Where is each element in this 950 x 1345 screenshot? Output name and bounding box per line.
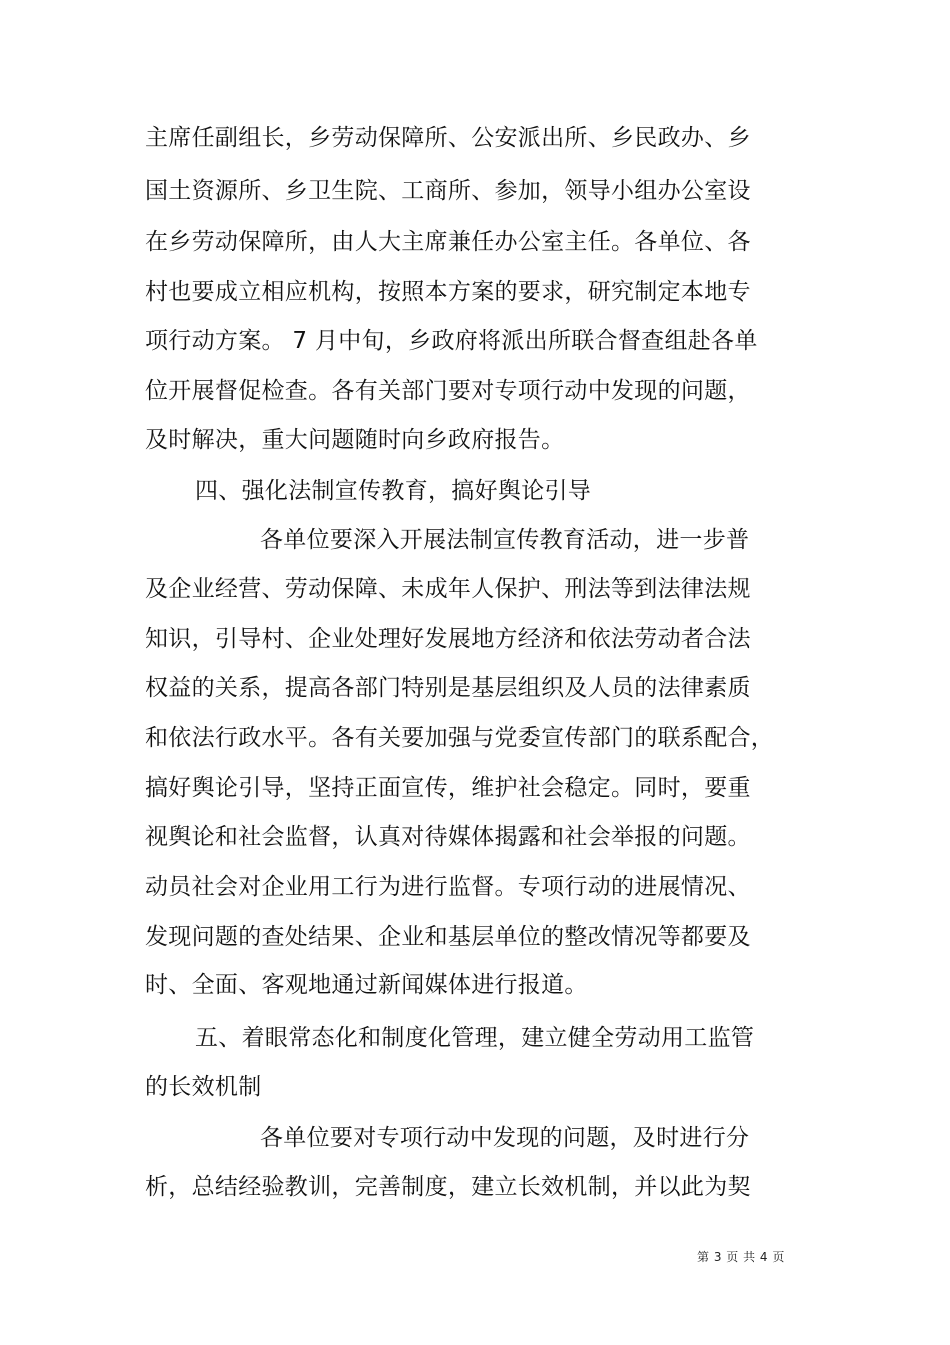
section-heading-continuation: 的长效机制 — [145, 1074, 262, 1100]
body-line: 在乡劳动保障所，由人大主席兼任办公室主任。各单位、各 — [145, 229, 751, 255]
body-line: 国土资源所、乡卫生院、工商所、参加，领导小组办公室设 — [145, 178, 751, 204]
body-line: 主席任副组长，乡劳动保障所、公安派出所、乡民政办、乡 — [145, 125, 751, 151]
section-heading: 五、着眼常态化和制度化管理，建立健全劳动用工监管 — [195, 1025, 755, 1051]
body-line: 村也要成立相应机构，按照本方案的要求，研究制定本地专 — [145, 279, 751, 305]
body-line: 及时解决，重大问题随时向乡政府报告。 — [145, 427, 565, 453]
body-line: 及企业经营、劳动保障、未成年人保护、刑法等到法律法规 — [145, 576, 751, 602]
body-line: 搞好舆论引导，坚持正面宣传，维护社会稳定。同时，要重 — [145, 775, 751, 801]
body-line: 析，总结经验教训，完善制度，建立长效机制，并以此为契 — [145, 1174, 751, 1200]
body-line: 发现问题的查处结果、企业和基层单位的整改情况等都要及 — [145, 924, 751, 950]
page-number: 第 3 页 共 4 页 — [697, 1250, 785, 1264]
body-line: 项行动方案。 7 月中旬，乡政府将派出所联合督查组赴各单 — [145, 328, 758, 354]
body-line: 和依法行政水平。各有关要加强与党委宣传部门的联系配合， — [145, 725, 775, 751]
section-heading: 四、强化法制宣传教育，搞好舆论引导 — [195, 478, 592, 504]
body-line: 视舆论和社会监督，认真对待媒体揭露和社会举报的问题。 — [145, 824, 751, 850]
body-line: 知识，引导村、企业处理好发展地方经济和依法劳动者合法 — [145, 626, 751, 652]
body-line: 动员社会对企业用工行为进行监督。专项行动的进展情况、 — [145, 874, 751, 900]
body-line: 时、全面、客观地通过新闻媒体进行报道。 — [145, 972, 588, 998]
body-line: 位开展督促检查。各有关部门要对专项行动中发现的问题， — [145, 378, 751, 404]
body-line: 权益的关系，提高各部门特别是基层组织及人员的法律素质 — [145, 675, 751, 701]
body-line: 各单位要对专项行动中发现的问题，及时进行分 — [260, 1125, 750, 1151]
body-line: 各单位要深入开展法制宣传教育活动，进一步普 — [260, 527, 750, 553]
